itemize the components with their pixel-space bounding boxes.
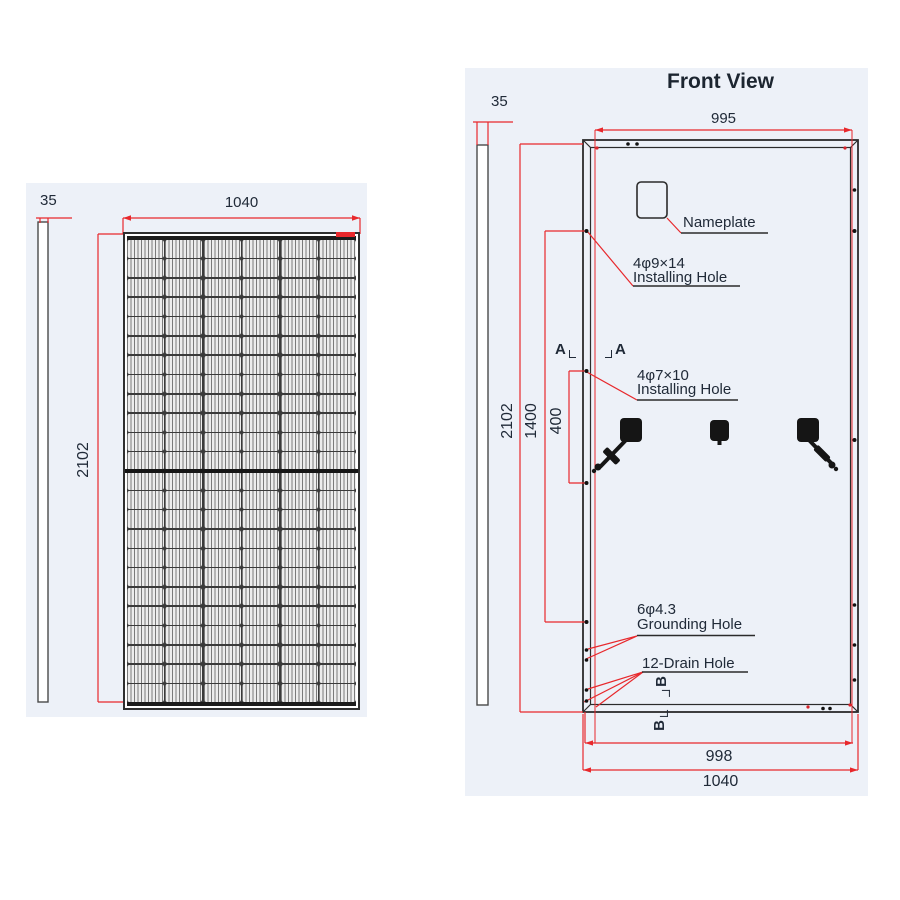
solar-cell (204, 588, 241, 606)
side-thickness-label: 35 (40, 192, 57, 209)
mount-span-1400: 1400 (523, 403, 540, 439)
nameplate-label: Nameplate (683, 214, 756, 231)
solar-cell (204, 240, 241, 258)
solar-cell (319, 317, 356, 335)
solar-cell (204, 530, 241, 548)
section-b-lower-bracket (660, 710, 668, 717)
solar-cell (127, 491, 164, 509)
section-a-right-letter: A (615, 341, 626, 358)
half-cell-divider (125, 469, 358, 473)
solar-cell (127, 452, 164, 470)
solar-cell (281, 510, 318, 528)
solar-cell (319, 665, 356, 683)
solar-cell (165, 684, 202, 702)
dim-998 (585, 712, 853, 743)
solar-cell (127, 414, 164, 432)
solar-cell (127, 433, 164, 451)
solar-cell (242, 472, 279, 490)
solar-cell (165, 240, 202, 258)
solar-cell (319, 395, 356, 413)
solar-cell (319, 646, 356, 664)
section-b-upper-letter: B (652, 676, 670, 687)
solar-cell (281, 626, 318, 644)
solar-cell (242, 414, 279, 432)
solar-cell (204, 279, 241, 297)
cables (600, 440, 833, 467)
solar-cell (319, 607, 356, 625)
solar-cell (204, 607, 241, 625)
solar-cell (204, 646, 241, 664)
height-2102: 2102 (499, 403, 516, 439)
solar-cell (165, 414, 202, 432)
solar-cell (242, 530, 279, 548)
solar-cell (204, 665, 241, 683)
solar-cell (165, 626, 202, 644)
section-a-left-marker (555, 341, 576, 358)
installing-hole-top-label: Installing Hole (633, 269, 728, 286)
bottom-width-998: 998 (705, 748, 733, 765)
corner-red-tag (336, 232, 355, 237)
solar-cell (319, 684, 356, 702)
solar-cell (127, 259, 164, 277)
solar-cell (127, 472, 164, 490)
solar-cell (204, 356, 241, 374)
solar-cell (319, 240, 356, 258)
solar-cell (127, 646, 164, 664)
solar-cell (127, 510, 164, 528)
module-height-label: 2102 (75, 442, 92, 478)
solar-cell (281, 472, 318, 490)
solar-cell (204, 684, 241, 702)
solar-cell (242, 588, 279, 606)
section-a-left-bracket (569, 350, 576, 358)
solar-cell (204, 472, 241, 490)
solar-cell (319, 259, 356, 277)
front-view-title: Front View (667, 70, 774, 93)
thickness-label-right: 35 (491, 93, 508, 110)
solar-cell (204, 510, 241, 528)
nameplate-outline (637, 182, 667, 218)
arrow-left (123, 215, 131, 220)
solar-cell (319, 626, 356, 644)
solar-cell (281, 298, 318, 316)
solar-cell (165, 510, 202, 528)
solar-cell (165, 395, 202, 413)
solar-cell (127, 530, 164, 548)
solar-cell (319, 491, 356, 509)
arrow-998-l (585, 740, 593, 745)
solar-cell (127, 240, 164, 258)
solar-cell (127, 665, 164, 683)
solar-cell (127, 607, 164, 625)
section-b-lower-marker (651, 710, 668, 731)
solar-cell (127, 568, 164, 586)
solar-cell (242, 356, 279, 374)
solar-cell (165, 588, 202, 606)
solar-cell (281, 356, 318, 374)
solar-cell (204, 317, 241, 335)
solar-cell (319, 472, 356, 490)
solar-cell (242, 568, 279, 586)
solar-cell (127, 356, 164, 374)
front-view-drawing-card (465, 68, 868, 796)
solar-cell (204, 259, 241, 277)
solar-cell (165, 375, 202, 393)
grounding-hole-label: Grounding Hole (637, 616, 743, 633)
solar-cell (165, 646, 202, 664)
solar-cell (281, 337, 318, 355)
solar-cell (165, 356, 202, 374)
solar-cell (127, 626, 164, 644)
solar-cell (242, 259, 279, 277)
solar-cell (281, 395, 318, 413)
solar-cell (165, 452, 202, 470)
solar-cell (281, 568, 318, 586)
solar-cell (242, 626, 279, 644)
module-width-label: 1040 (224, 194, 259, 211)
solar-cell (281, 433, 318, 451)
solar-cell (242, 510, 279, 528)
solar-cell (281, 259, 318, 277)
arrow-1040-l (583, 767, 591, 772)
bottom-width-1040: 1040 (702, 773, 739, 790)
solar-cell (319, 530, 356, 548)
solar-cell (242, 240, 279, 258)
solar-cell (281, 240, 318, 258)
solar-cell (127, 684, 164, 702)
solar-cell (204, 337, 241, 355)
solar-cell (127, 279, 164, 297)
solar-cell (319, 568, 356, 586)
solar-cell (165, 317, 202, 335)
installing-hole-mid-size: 4φ7×10 (637, 367, 689, 384)
solar-cell (204, 433, 241, 451)
solar-cell (281, 452, 318, 470)
solar-cell (242, 549, 279, 567)
solar-cell (242, 279, 279, 297)
solar-cell (319, 452, 356, 470)
solar-cell (127, 317, 164, 335)
solar-cell (242, 452, 279, 470)
grounding-hole-size: 6φ4.3 (637, 601, 676, 618)
solar-cell (204, 414, 241, 432)
solar-cell (165, 549, 202, 567)
solar-cell (319, 337, 356, 355)
solar-cell (242, 607, 279, 625)
solar-cell (319, 588, 356, 606)
inner-span-400: 400 (548, 407, 565, 435)
solar-cell (281, 549, 318, 567)
side-profile-bar (38, 222, 48, 702)
solar-cell (242, 646, 279, 664)
solar-cell (319, 510, 356, 528)
solar-cell (281, 684, 318, 702)
solar-cell (319, 414, 356, 432)
solar-cell (242, 375, 279, 393)
solar-cell (319, 549, 356, 567)
solar-cell (242, 433, 279, 451)
solar-cell (281, 375, 318, 393)
section-a-right-marker (605, 341, 626, 358)
solar-cell (204, 568, 241, 586)
solar-cell (204, 298, 241, 316)
solar-cell (127, 298, 164, 316)
installing-hole-mid-label: Installing Hole (637, 381, 732, 398)
solar-cell (165, 259, 202, 277)
solar-cell (127, 588, 164, 606)
solar-cell (242, 395, 279, 413)
solar-module-front (123, 232, 360, 710)
solar-cell (281, 279, 318, 297)
dim-35-right (473, 122, 513, 145)
solar-cell (319, 433, 356, 451)
section-a-left-letter: A (555, 341, 566, 358)
solar-cell (281, 665, 318, 683)
solar-cell (242, 298, 279, 316)
junction-boxes (592, 418, 838, 473)
solar-cell (204, 395, 241, 413)
solar-cell (165, 337, 202, 355)
arrow-1040-r (850, 767, 858, 772)
solar-cell (242, 337, 279, 355)
solar-cell (281, 530, 318, 548)
solar-cell (165, 279, 202, 297)
solar-cell (242, 491, 279, 509)
section-b-lower-letter: B (650, 720, 668, 731)
solar-cell (165, 530, 202, 548)
solar-cell (204, 375, 241, 393)
installing-hole-top-size: 4φ9×14 (633, 255, 685, 272)
solar-cell (242, 317, 279, 335)
solar-cell (281, 607, 318, 625)
solar-cell (127, 395, 164, 413)
arrow-right (352, 215, 360, 220)
solar-cell (204, 452, 241, 470)
module-front-drawing-card (26, 183, 367, 717)
solar-cell (204, 491, 241, 509)
solar-cell (281, 317, 318, 335)
drain-hole-label: 12-Drain Hole (642, 655, 735, 672)
solar-cell (204, 626, 241, 644)
solar-cell (281, 491, 318, 509)
solar-cell (127, 375, 164, 393)
solar-cell (165, 433, 202, 451)
solar-cell (165, 472, 202, 490)
solar-cell (281, 646, 318, 664)
solar-cell (319, 279, 356, 297)
arrow-995-r (844, 127, 852, 132)
solar-cell (242, 684, 279, 702)
arrow-995-l (595, 127, 603, 132)
solar-cell (319, 375, 356, 393)
solar-cell (127, 337, 164, 355)
dim-2102-lines (98, 234, 124, 702)
solar-cell (165, 491, 202, 509)
solar-cell (242, 665, 279, 683)
section-b-upper-bracket (662, 690, 670, 697)
solar-cell (204, 549, 241, 567)
solar-cell (319, 356, 356, 374)
side-profile-bar-right (477, 145, 488, 705)
solar-cell (165, 607, 202, 625)
section-a-right-bracket (605, 350, 612, 358)
solar-cell (165, 568, 202, 586)
solar-cell (319, 298, 356, 316)
solar-cell (165, 665, 202, 683)
leader-lines (584, 218, 681, 707)
section-b-upper-marker (653, 676, 670, 697)
top-width-995: 995 (710, 110, 737, 127)
solar-cell (281, 414, 318, 432)
solar-cell (281, 588, 318, 606)
solar-cell (165, 298, 202, 316)
solar-cell (127, 549, 164, 567)
